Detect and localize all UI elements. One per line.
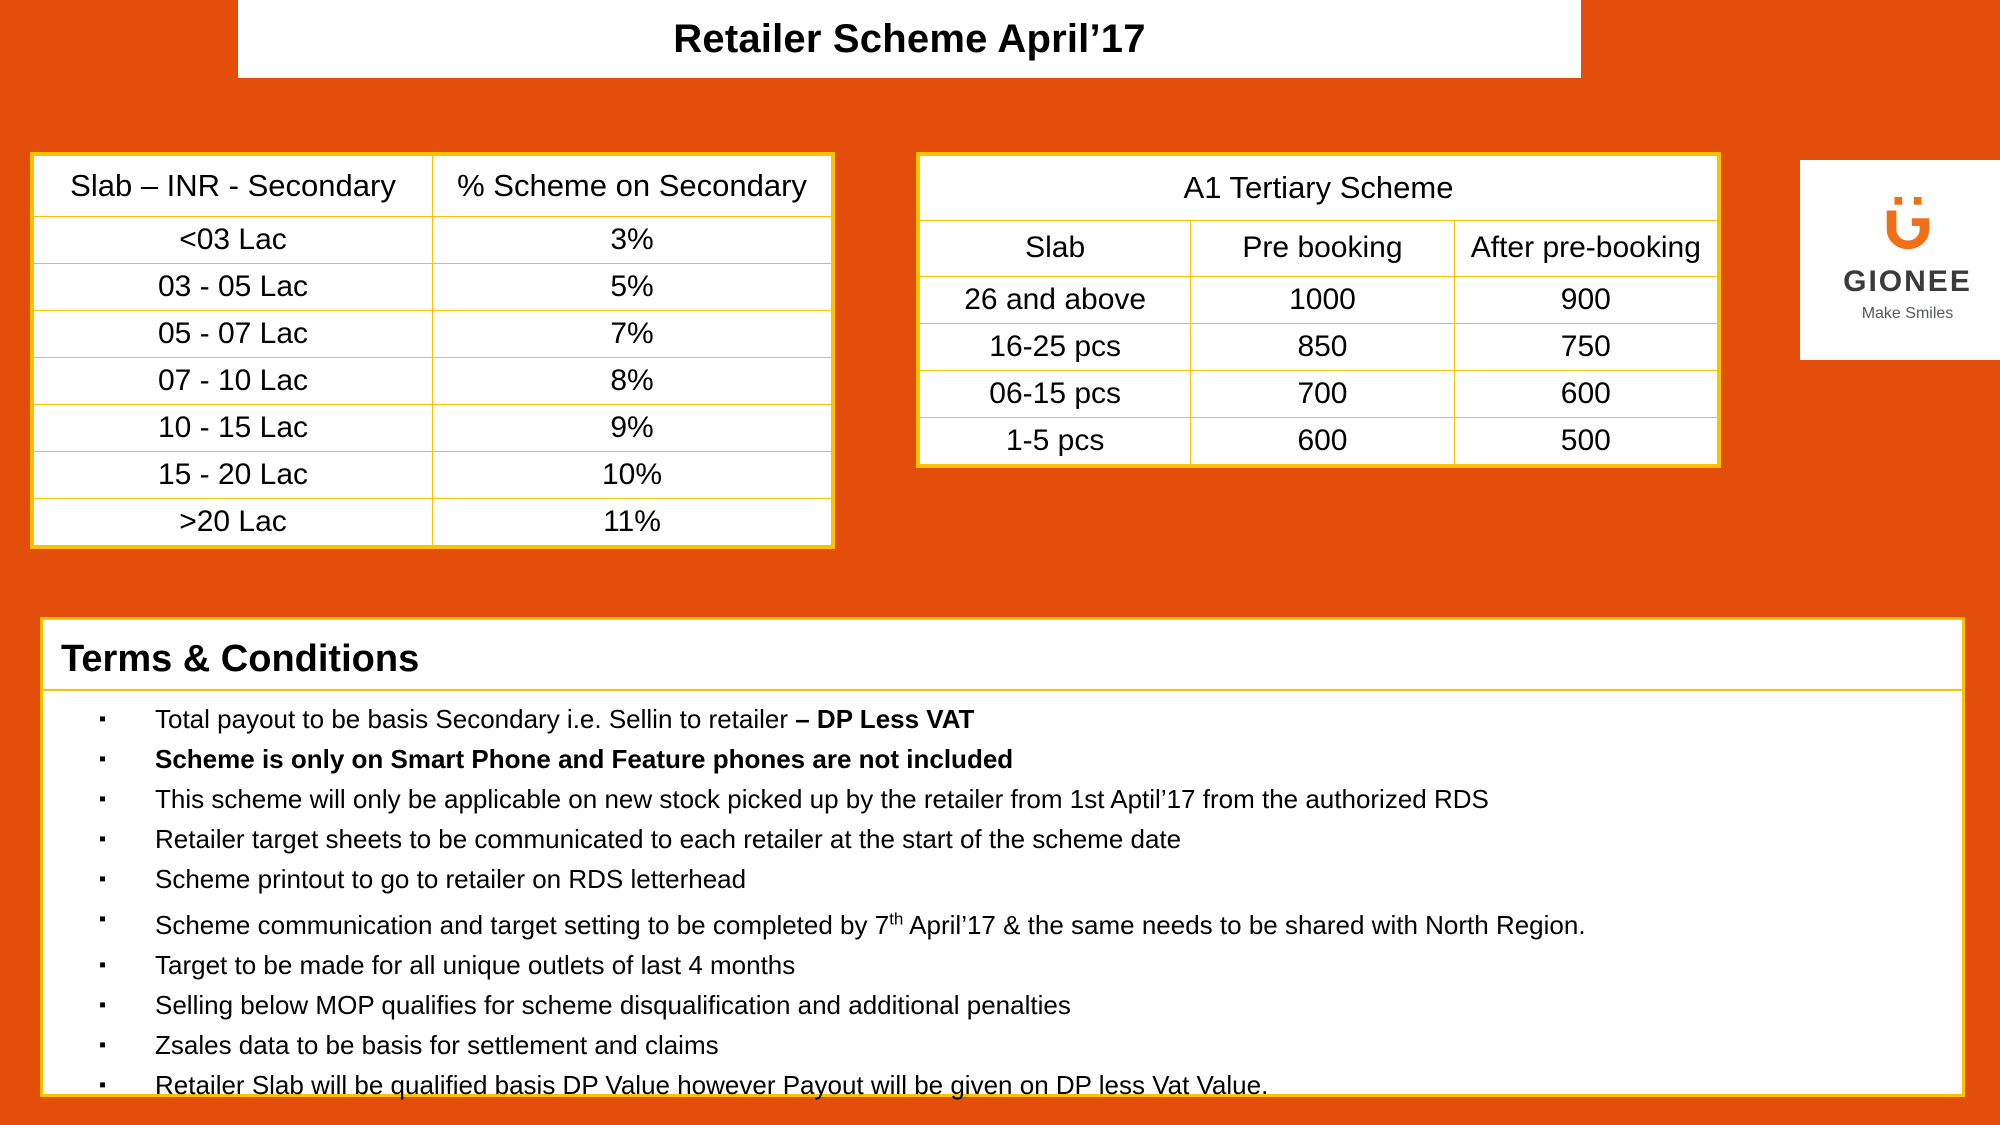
cell-slab: 05 - 07 Lac — [34, 311, 433, 358]
cell-scheme-pct: 5% — [433, 264, 832, 311]
cell-pre-booking: 700 — [1191, 370, 1454, 417]
tertiary-scheme-caption: A1 Tertiary Scheme — [920, 156, 1718, 221]
column-header-after-pre-booking: After pre-booking — [1454, 221, 1717, 277]
cell-slab: 06-15 pcs — [920, 370, 1191, 417]
table-header-row — [920, 221, 1718, 277]
tertiary-scheme-grid — [919, 155, 1718, 465]
bullet-icon: ▪ — [99, 788, 107, 810]
gionee-mark-icon — [1879, 197, 1937, 255]
cell-after-pre-booking: 750 — [1454, 323, 1717, 370]
list-item — [43, 859, 1962, 899]
term-text: Scheme is only on Smart Phone and Feature phones are not included — [155, 744, 1014, 774]
cell-pre-booking: 1000 — [1191, 276, 1454, 323]
bullet-icon: ▪ — [99, 748, 107, 770]
column-header-slab: Slab — [920, 221, 1191, 277]
tertiary-scheme-table — [916, 152, 1721, 468]
secondary-slab-grid — [33, 155, 832, 546]
cell-slab: <03 Lac — [34, 217, 433, 264]
terms-title: Terms & Conditions — [43, 630, 1962, 691]
column-header-slab: Slab – INR - Secondary — [34, 156, 433, 217]
cell-slab: 10 - 15 Lac — [34, 405, 433, 452]
term-text: Zsales data to be basis for settlement and claims — [155, 1029, 719, 1060]
term-text: Retailer target sheets to be communicated to each retailer at the start of the scheme date — [155, 824, 1182, 854]
term-text: Selling below MOP qualifies for scheme disqualification and additional penalties — [155, 989, 1071, 1020]
term-text: Scheme communication and target setting to be completed by 7th April’17 & the same needs to be shared with North Region. — [155, 909, 1586, 940]
list-item — [43, 1065, 1962, 1105]
cell-slab: >20 Lac — [34, 499, 433, 546]
cell-after-pre-booking: 600 — [1454, 370, 1717, 417]
bullet-icon: ▪ — [99, 1033, 107, 1056]
cell-scheme-pct: 3% — [433, 217, 832, 264]
list-item — [43, 1025, 1962, 1065]
table-row — [34, 499, 832, 546]
bullet-icon: ▪ — [99, 708, 107, 730]
logo-tagline: Make Smiles — [1861, 305, 1954, 322]
table-row — [920, 323, 1718, 370]
bullet-icon: ▪ — [99, 908, 107, 930]
column-header-pre-booking: Pre booking — [1191, 221, 1454, 277]
logo-wordmark: GIONEE — [1843, 265, 1972, 298]
brand-logo — [1800, 160, 2000, 360]
cell-slab: 16-25 pcs — [920, 323, 1191, 370]
cell-slab: 1-5 pcs — [920, 417, 1191, 464]
table-row — [34, 311, 832, 358]
terms-and-conditions-panel — [40, 617, 1965, 1100]
list-item — [43, 945, 1962, 985]
list-item — [43, 819, 1962, 859]
bullet-icon: ▪ — [99, 953, 107, 976]
column-header-scheme-pct: % Scheme on Secondary — [433, 156, 832, 217]
term-text: Scheme printout to go to retailer on RDS letterhead — [155, 864, 747, 894]
table-row — [920, 370, 1718, 417]
term-text: This scheme will only be applicable on new stock picked up by the retailer from 1st Aptil’17 from the authorized RDS — [155, 784, 1489, 814]
table-row — [34, 405, 832, 452]
table-row — [34, 452, 832, 499]
table-row — [920, 276, 1718, 323]
cell-after-pre-booking: 500 — [1454, 417, 1717, 464]
bullet-icon: ▪ — [99, 828, 107, 850]
list-item — [43, 899, 1962, 945]
cell-slab: 03 - 05 Lac — [34, 264, 433, 311]
bullet-icon: ▪ — [99, 868, 107, 890]
cell-scheme-pct: 7% — [433, 311, 832, 358]
cell-pre-booking: 850 — [1191, 323, 1454, 370]
cell-slab: 15 - 20 Lac — [34, 452, 433, 499]
cell-pre-booking: 600 — [1191, 417, 1454, 464]
secondary-slab-table — [30, 152, 835, 549]
list-item — [43, 985, 1962, 1025]
slide-title-bar — [238, 0, 1581, 78]
bullet-icon: ▪ — [99, 1073, 107, 1096]
term-text: Target to be made for all unique outlets of last 4 months — [155, 949, 796, 980]
list-item — [43, 779, 1962, 819]
cell-scheme-pct: 10% — [433, 452, 832, 499]
list-item — [43, 699, 1962, 739]
list-item — [43, 739, 1962, 779]
table-caption-row — [920, 156, 1718, 221]
cell-slab: 26 and above — [920, 276, 1191, 323]
table-row — [34, 217, 832, 264]
bullet-icon: ▪ — [99, 993, 107, 1016]
table-header-row — [34, 156, 832, 217]
cell-scheme-pct: 9% — [433, 405, 832, 452]
cell-after-pre-booking: 900 — [1454, 276, 1717, 323]
term-text: Retailer Slab will be qualified basis DP Value however Payout will be given on DP less Vat Value. — [155, 1069, 1269, 1100]
cell-scheme-pct: 8% — [433, 358, 832, 405]
term-text: Total payout to be basis Secondary i.e. Sellin to retailer – DP Less VAT — [155, 704, 975, 734]
page-title: Retailer Scheme April’17 — [673, 16, 1146, 61]
terms-list — [43, 691, 1962, 1105]
table-row — [920, 417, 1718, 464]
cell-slab: 07 - 10 Lac — [34, 358, 433, 405]
table-row — [34, 358, 832, 405]
cell-scheme-pct: 11% — [433, 499, 832, 546]
table-row — [34, 264, 832, 311]
